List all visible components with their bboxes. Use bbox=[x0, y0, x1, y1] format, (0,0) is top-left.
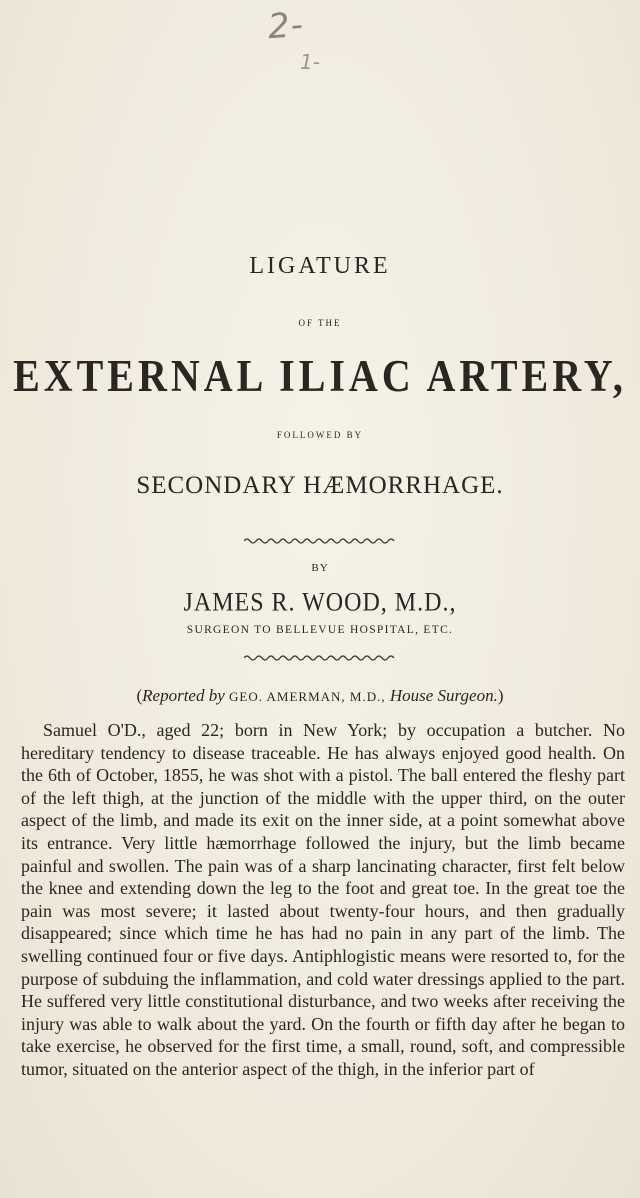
title-followed-by: FOLLOWED BY bbox=[276, 430, 364, 440]
reported-open-paren: ( bbox=[136, 686, 143, 705]
reporter-name: GEO. AMERMAN, M.D., bbox=[229, 689, 386, 704]
ornamental-wavy-rule bbox=[244, 537, 396, 545]
title-secondary-haemorrhage: SECONDARY HÆMORRHAGE. bbox=[136, 472, 504, 499]
reported-prefix: Reported by bbox=[142, 686, 225, 705]
reported-by-line bbox=[0, 686, 640, 706]
pencil-annotation: 2- bbox=[266, 4, 306, 48]
ornamental-wavy-rule bbox=[244, 654, 396, 662]
pencil-annotation-small: 1- bbox=[300, 50, 320, 74]
title-of-the: OF THE bbox=[298, 318, 342, 328]
case-report-paragraph: Samuel O'D., aged 22; born in New York; by occupation a butcher. No hereditary tendency to disease traceable. He has always enjoyed good health. On the 6th of October, 1855, he was shot with a pistol. The ball entered the fleshy part of the left thigh, at the junction of the middle with the upper third, on the outer aspect of the limb, and made its exit on the inner side, at a point somewhat above its entrance. Very little hæmorrhage followed the injury, but the limb became painful and swollen. The pain was of a sharp lancinating character, first felt below the knee and extending down the leg to the foot and great toe. In the great toe the pain was most severe; it lasted about twenty-four hours, and then gradually disappeared; since which time he has had no pain in any part of the limb. The swelling continued four or five days. Antiphlogistic means were resorted to, for the purpose of subduing the inflammation, and cold water dressings applied to the part. He suffered very little constitutional disturbance, and two weeks after receiving the injury was able to walk about the yard. On the fourth or fifth day after he began to take exercise, he observed for the first time, a small, round, soft, and compressible tumor, situated on the anterior aspect of the thigh, in the inferior part of bbox=[21, 720, 625, 1079]
author-affiliation: SURGEON TO BELLEVUE HOSPITAL, ETC. bbox=[186, 624, 454, 636]
reported-close-paren: ) bbox=[497, 686, 504, 705]
title-ligature: LIGATURE bbox=[249, 253, 391, 279]
byline-by: BY bbox=[311, 562, 329, 574]
reporter-role: House Surgeon. bbox=[389, 686, 498, 705]
title-external-iliac-artery: EXTERNAL ILIAC ARTERY, bbox=[13, 349, 627, 402]
author-name: JAMES R. WOOD, M.D., bbox=[183, 588, 457, 618]
